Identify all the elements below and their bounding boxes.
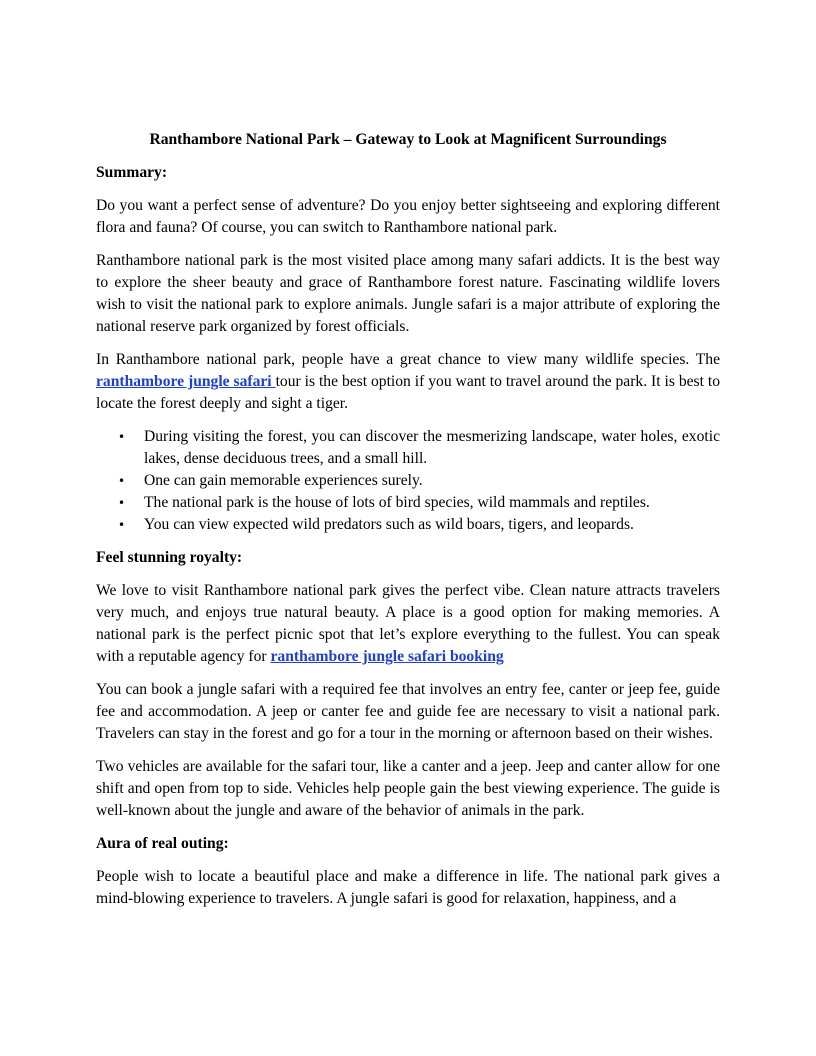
ranthambore-jungle-safari-link[interactable]: ranthambore jungle safari bbox=[96, 373, 276, 390]
paragraph-aura: People wish to locate a beautiful place and make a difference in life. The national park gives a mind-blowing experience to travelers. A jungle safari is good for relaxation, happiness, and a bbox=[96, 868, 720, 907]
list-item bbox=[96, 470, 720, 492]
document-title: Ranthambore National Park – Gateway to Look at Magnificent Surroundings bbox=[149, 131, 667, 148]
ranthambore-jungle-safari-booking-link[interactable]: ranthambore jungle safari booking bbox=[270, 648, 504, 665]
bullet-list bbox=[96, 426, 720, 536]
list-item bbox=[96, 492, 720, 514]
bullet-icon: • bbox=[118, 518, 126, 532]
bullet-icon: • bbox=[118, 430, 126, 444]
aura-heading: Aura of real outing: bbox=[96, 835, 229, 852]
paragraph-intro: Do you want a perfect sense of adventure? Do you enjoy better sightseeing and exploring different flora and fauna? Of course, you can switch to Ranthambore national park. bbox=[96, 197, 720, 236]
list-item bbox=[96, 514, 720, 536]
paragraph-text: We love to visit Ranthambore national park gives the perfect vibe. Clean nature attracts travelers very much, and enjoys true natural beauty. A place is a good option for making memories. A national park is the perfect picnic spot that let’s explore everything to the fullest. You can speak with a reputable agency for bbox=[96, 582, 720, 665]
paragraph-most-visited: Ranthambore national park is the most visited place among many safari addicts. It is the best way to explore the sheer beauty and grace of Ranthambore forest nature. Fascinating wildlife lovers wish to visit the national park to explore animals. Jungle safari is a major attribute of exploring the national reserve park organized by forest officials. bbox=[96, 252, 720, 335]
royalty-heading: Feel stunning royalty: bbox=[96, 549, 243, 566]
paragraph-vehicles: Two vehicles are available for the safari tour, like a canter and a jeep. Jeep and canter allow for one shift and open from top to side. Vehicles help people gain the best viewing experience. The guide is well-known about the jungle and aware of the behavior of animals in the park. bbox=[96, 758, 720, 819]
list-item-text: The national park is the house of lots of bird species, wild mammals and reptiles. bbox=[144, 494, 650, 511]
paragraph-text: tour is the best option if you want to travel around the park. It is best to locate the forest deeply and sight a tiger. bbox=[96, 373, 721, 412]
paragraph-text: In Ranthambore national park, people have a great chance to view many wildlife species. The bbox=[96, 351, 720, 368]
bullet-icon: • bbox=[118, 474, 126, 488]
paragraph-wildlife-species bbox=[96, 349, 720, 415]
list-item-text: You can view expected wild predators such as wild boars, tigers, and leopards. bbox=[144, 516, 634, 533]
list-item-text: During visiting the forest, you can discover the mesmerizing landscape, water holes, exotic lakes, dense deciduous trees, and a small hill. bbox=[144, 428, 720, 467]
list-item bbox=[96, 426, 720, 470]
paragraph-booking-fees: You can book a jungle safari with a required fee that involves an entry fee, canter or jeep fee, guide fee and accommodation. A jeep or canter fee and guide fee are necessary to visit a national park. Travelers can stay in the forest and go for a tour in the morning or afternoon based on their wishes. bbox=[96, 681, 720, 742]
list-item-text: One can gain memorable experiences surely. bbox=[144, 472, 423, 489]
document-page bbox=[96, 129, 720, 921]
paragraph-royalty bbox=[96, 580, 720, 668]
summary-heading: Summary: bbox=[96, 164, 168, 181]
bullet-icon: • bbox=[118, 496, 126, 510]
